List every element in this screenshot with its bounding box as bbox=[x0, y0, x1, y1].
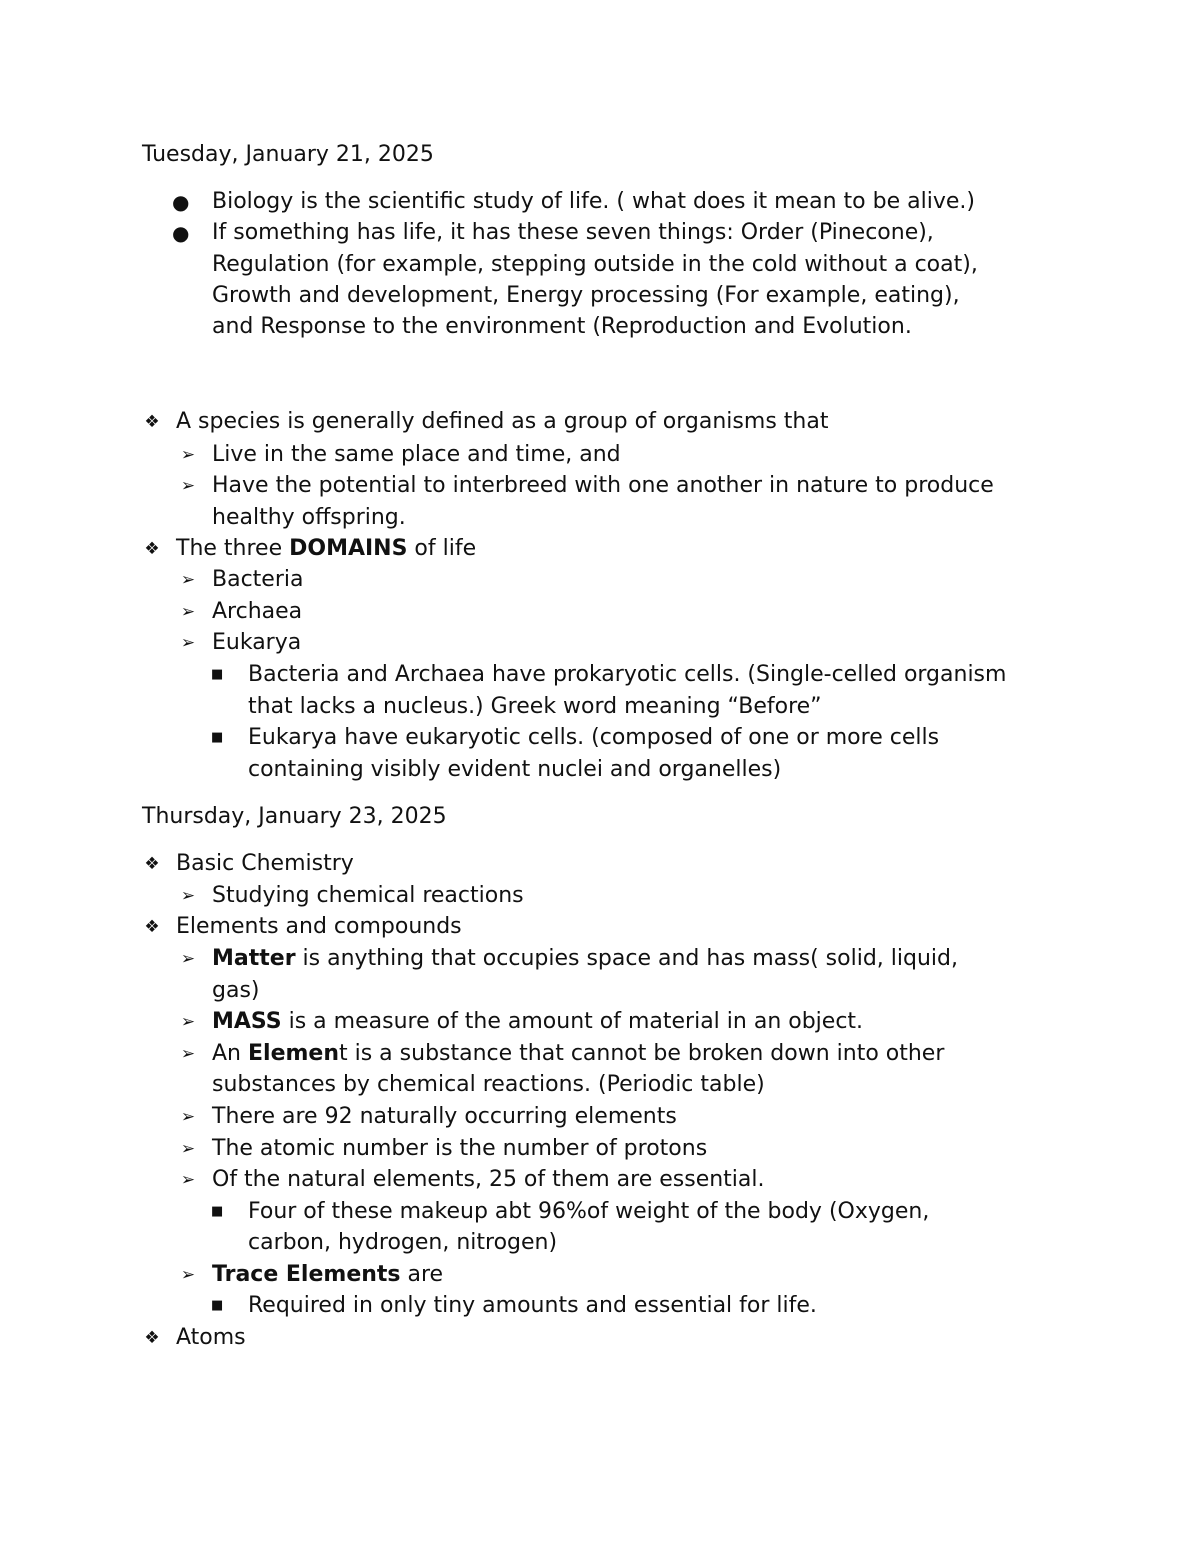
list-item: A species is generally defined as a group of organisms that bbox=[176, 409, 829, 434]
text-run: The three bbox=[176, 536, 290, 561]
text-run: is a measure of the amount of material in an object. bbox=[281, 1009, 864, 1034]
list-item: Required in only tiny amounts and essential for life. bbox=[248, 1293, 817, 1318]
list-item-continued: carbon, hydrogen, nitrogen) bbox=[248, 1230, 558, 1255]
list-item: Four of these makeup abt 96%of weight of the body (Oxygen, bbox=[248, 1199, 930, 1224]
list-item bbox=[212, 1007, 863, 1037]
list-item: Live in the same place and time, and bbox=[212, 442, 621, 467]
arrowhead-icon: ➢ bbox=[180, 476, 196, 496]
list-item: Bacteria and Archaea have prokaryotic cells. (Single-celled organism bbox=[248, 662, 1007, 687]
bold-term: DOMAINS bbox=[289, 536, 408, 561]
list-item: Studying chemical reactions bbox=[212, 883, 524, 908]
arrowhead-icon: ➢ bbox=[180, 633, 196, 653]
list-item-continued: Growth and development, Energy processing (For example, eating), bbox=[212, 283, 960, 308]
arrowhead-icon: ➢ bbox=[180, 949, 196, 969]
list-item: Biology is the scientific study of life. ( what does it mean to be alive.) bbox=[212, 189, 975, 214]
date-heading-thursday: Thursday, January 23, 2025 bbox=[142, 804, 447, 829]
bold-term: MASS bbox=[212, 1009, 282, 1034]
list-item bbox=[212, 944, 958, 974]
text-run: An bbox=[212, 1041, 248, 1066]
list-item-continued: containing visibly evident nuclei and organelles) bbox=[248, 757, 782, 782]
list-item-continued: that lacks a nucleus.) Greek word meaning “Before” bbox=[248, 694, 822, 719]
list-item-continued: substances by chemical reactions. (Periodic table) bbox=[212, 1072, 765, 1097]
text-run: t is a substance that cannot be broken down into other bbox=[339, 1041, 945, 1066]
four-diamond-icon: ❖ bbox=[144, 539, 160, 559]
arrowhead-icon: ➢ bbox=[180, 1107, 196, 1127]
list-item: If something has life, it has these seven things: Order (Pinecone), bbox=[212, 220, 934, 245]
list-item-continued: and Response to the environment (Reproduction and Evolution. bbox=[212, 314, 912, 339]
arrowhead-icon: ➢ bbox=[180, 1012, 196, 1032]
list-item-continued: Regulation (for example, stepping outside in the cold without a coat), bbox=[212, 252, 978, 277]
list-item: Eukarya bbox=[212, 630, 302, 655]
list-item-continued: healthy offspring. bbox=[212, 505, 406, 530]
date-heading-tuesday: Tuesday, January 21, 2025 bbox=[142, 142, 434, 167]
list-item-continued: gas) bbox=[212, 978, 260, 1003]
bold-term: Trace Elements bbox=[212, 1262, 401, 1287]
list-item: Basic Chemistry bbox=[176, 851, 354, 876]
four-diamond-icon: ❖ bbox=[144, 412, 160, 432]
text-run: is anything that occupies space and has mass( solid, liquid, bbox=[295, 946, 958, 971]
list-item: Atoms bbox=[176, 1325, 246, 1350]
square-icon: ■ bbox=[211, 730, 224, 745]
bold-term: Matter bbox=[212, 946, 296, 971]
list-item: There are 92 naturally occurring elements bbox=[212, 1104, 677, 1129]
arrowhead-icon: ➢ bbox=[180, 1139, 196, 1159]
bullet-icon: ● bbox=[172, 221, 190, 245]
list-item: Archaea bbox=[212, 599, 303, 624]
four-diamond-icon: ❖ bbox=[144, 1328, 160, 1348]
square-icon: ■ bbox=[211, 667, 224, 682]
list-item: The atomic number is the number of protons bbox=[212, 1136, 708, 1161]
four-diamond-icon: ❖ bbox=[144, 854, 160, 874]
arrowhead-icon: ➢ bbox=[180, 886, 196, 906]
arrowhead-icon: ➢ bbox=[180, 570, 196, 590]
arrowhead-icon: ➢ bbox=[180, 1044, 196, 1064]
square-icon: ■ bbox=[211, 1298, 224, 1313]
bullet-icon: ● bbox=[172, 190, 190, 214]
list-item bbox=[176, 534, 476, 564]
list-item bbox=[212, 1260, 443, 1290]
list-item: Eukarya have eukaryotic cells. (composed of one or more cells bbox=[248, 725, 940, 750]
arrowhead-icon: ➢ bbox=[180, 1170, 196, 1190]
arrowhead-icon: ➢ bbox=[180, 445, 196, 465]
list-item: Elements and compounds bbox=[176, 914, 462, 939]
list-item: Have the potential to interbreed with one another in nature to produce bbox=[212, 473, 994, 498]
text-run: of life bbox=[407, 536, 477, 561]
list-item bbox=[212, 1039, 944, 1069]
arrowhead-icon: ➢ bbox=[180, 1265, 196, 1285]
list-item: Of the natural elements, 25 of them are essential. bbox=[212, 1167, 765, 1192]
four-diamond-icon: ❖ bbox=[144, 917, 160, 937]
square-icon: ■ bbox=[211, 1204, 224, 1219]
list-item: Bacteria bbox=[212, 567, 304, 592]
text-run: are bbox=[400, 1262, 444, 1287]
bold-term: Elemen bbox=[248, 1041, 339, 1066]
arrowhead-icon: ➢ bbox=[180, 602, 196, 622]
